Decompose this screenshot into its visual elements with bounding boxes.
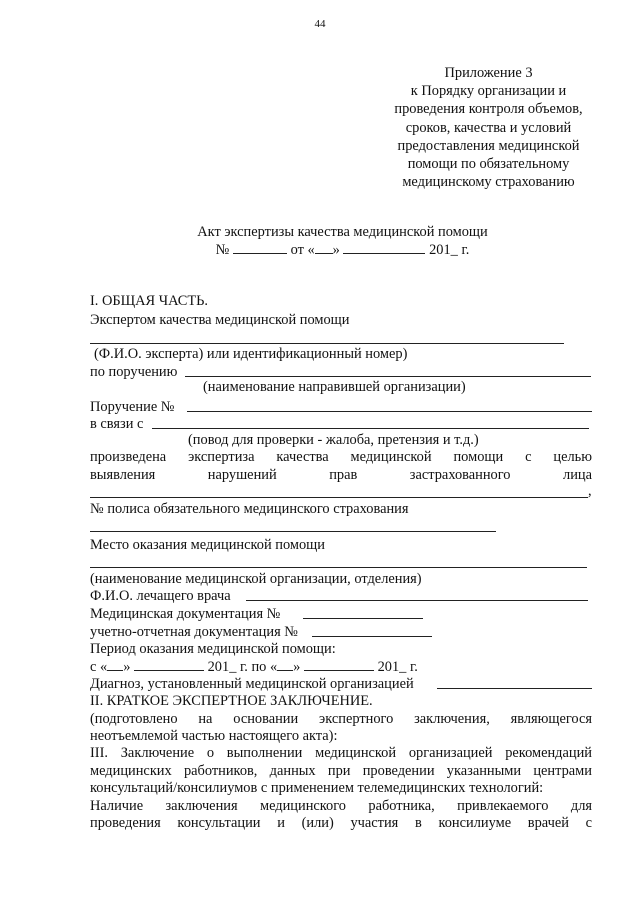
act-title-block [0,223,640,259]
period-from-month-field[interactable] [134,658,204,671]
period-label: Период оказания медицинской помощи: [90,641,336,657]
page-number: 44 [314,18,326,30]
appendix-header [372,64,605,191]
appendix-line: к Порядку организации и [410,83,567,100]
period-from-day-field[interactable] [107,658,123,671]
section3-line4: Наличие заключения медицинского работника, привлекаемого для [90,798,592,814]
insured-person-field[interactable] [90,497,588,498]
by-order-label: по поручению [90,364,178,380]
diagnosis-field[interactable] [437,688,592,689]
act-date-quote: » [332,242,340,258]
org-hint: (наименование направившей организации) [203,379,466,395]
doctor-label: Ф.И.О. лечащего врача [90,588,231,604]
section3-line1: III. Заключение о выполнении медицинской организацией рекомендаций [90,745,592,761]
place-field[interactable] [90,567,587,568]
act-date-from: от « [290,242,315,258]
med-docs-field[interactable] [303,618,423,619]
act-day-field[interactable] [315,241,333,254]
order-no-field[interactable] [187,411,592,412]
appendix-line: сроков, качества и условий [405,119,572,136]
report-docs-field[interactable] [312,636,432,637]
expert-hint: (Ф.И.О. эксперта) или идентификационный номер) [94,346,408,362]
period-year1: 201_ г. по « [207,659,278,675]
in-connection-label: в связи с [90,416,144,432]
doctor-field[interactable] [246,600,588,601]
period-to-month-field[interactable] [304,658,374,671]
act-month-field[interactable] [343,241,425,254]
period-year2: 201_ г. [377,659,418,675]
period-from-quote: » [123,659,131,675]
act-number-field[interactable] [233,241,287,254]
period-to-quote: » [293,659,301,675]
order-no-label: Поручение № [90,399,175,415]
appendix-line: Приложение 3 [444,65,533,81]
diagnosis-label: Диагноз, установленный медицинской организацией [90,676,414,692]
appendix-line: предоставления медицинской [397,137,580,154]
med-docs-label: Медицинская документация № [90,606,281,622]
comma: , [588,483,592,499]
place-label: Место оказания медицинской помощи [90,537,325,553]
section3-line3: консультаций/консилиумов с применением телемедицинских технологий: [90,780,544,796]
appendix-line: проведения контроля объемов, [394,101,583,118]
policy-label: № полиса обязательного медицинского страхования [90,501,409,517]
section3-line2: медицинских работников, данных при проведении указанными центрами [90,763,592,779]
reason-field[interactable] [152,428,589,429]
report-docs-label: учетно-отчетная документация № [90,624,299,640]
conducted-line1: произведена экспертиза качества медицинской помощи с целью [90,449,592,465]
act-title: Акт экспертизы качества медицинской помощи [197,224,488,240]
period-to-day-field[interactable] [277,658,293,671]
section3-line5: проведения консультации и (или) участия в консилиуме врачей с [90,815,592,831]
expert-label: Экспертом качества медицинской помощи [90,312,350,328]
appendix-line: медицинскому страхованию [402,174,575,191]
reason-hint: (повод для проверки - жалоба, претензия и т.д.) [188,432,479,448]
act-number-line [0,241,640,259]
by-order-field[interactable] [185,376,591,377]
place-hint: (наименование медицинской организации, отделения) [90,571,422,587]
section2-heading: II. КРАТКОЕ ЭКСПЕРТНОЕ ЗАКЛЮЧЕНИЕ. [90,693,373,709]
policy-field[interactable] [90,531,496,532]
act-year: 201_ г. [429,242,470,258]
conducted-line2: выявления нарушений прав застрахованного лица [90,467,592,483]
period-line [90,658,418,676]
period-from: с « [90,659,108,675]
appendix-line: помощи по обязательному [407,156,570,173]
section1-heading: I. ОБЩАЯ ЧАСТЬ. [90,293,209,309]
section2-note-line1: (подготовлено на основании экспертного заключения, являющегося [90,711,592,727]
section2-note-line2: неотъемлемой частью настоящего акта): [90,728,338,744]
expert-name-field[interactable] [90,343,564,344]
act-number-prefix: № [215,242,230,258]
